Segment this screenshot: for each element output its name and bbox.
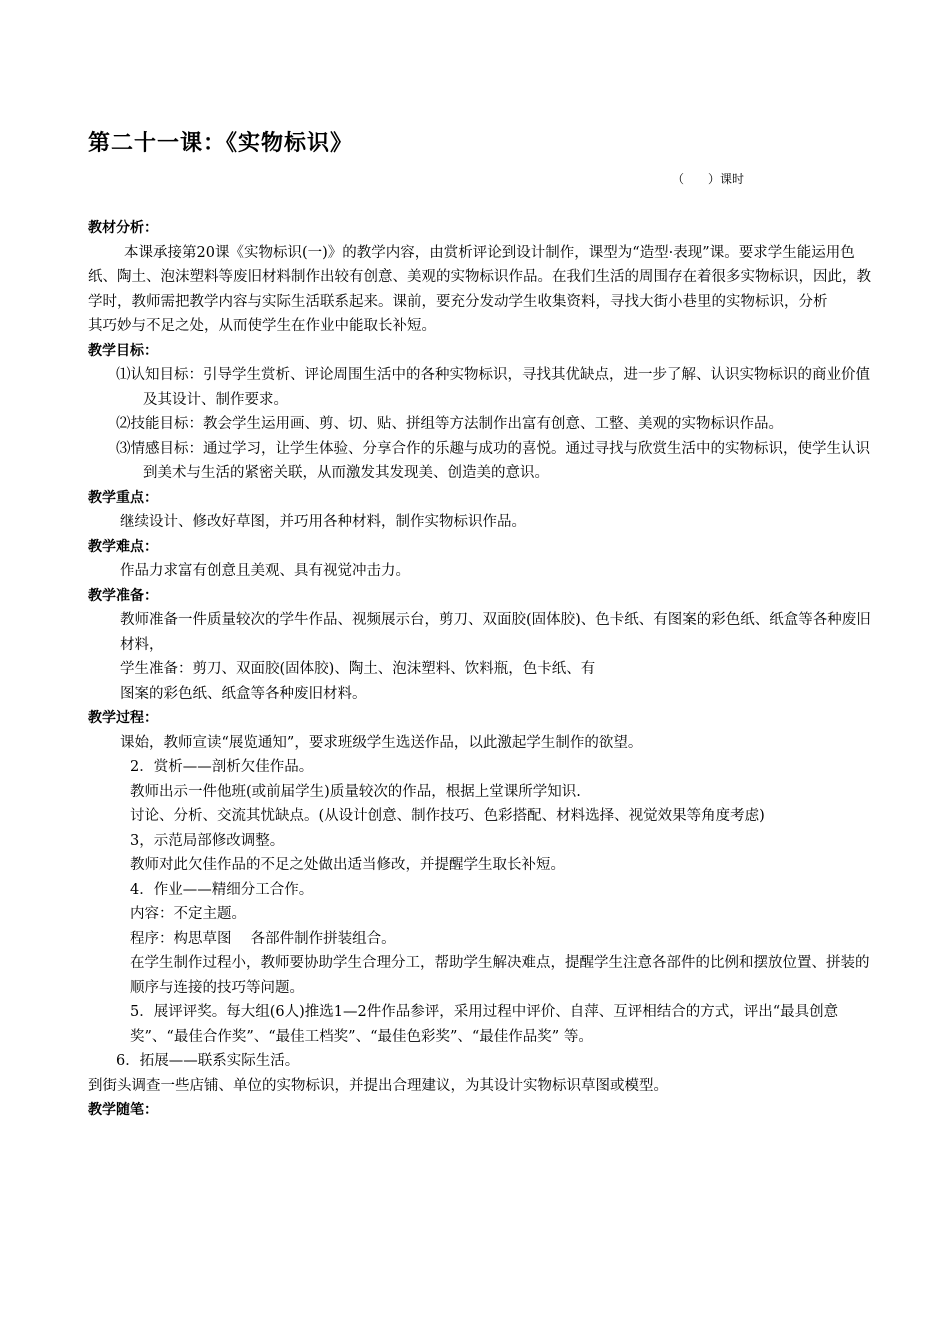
teacher-preparation: 教师准备一件质量较次的学牛作品、视频展示台，剪刀、双面胶(固体胶)、色卡纸、有图案的彩色纸、纸盒等各种废旧材料， xyxy=(120,612,871,653)
process-line: 教师对此欠佳作品的不足之处做出适当修改，并提醒学生取长补短。 xyxy=(130,857,565,873)
lesson-body xyxy=(88,216,878,1123)
process-line: 程序：构思草图 各部件制作拼装组合。 xyxy=(130,930,396,947)
process-line: 6．拓展——联系实际生活。 xyxy=(116,1053,300,1069)
process-line: 在学生制作过程小，教师要协助学生合理分工，帮助学生解决难点，提醒学生注意各部件的比例和摆放位置、拼装的顺序与连接的技巧等问题。 xyxy=(130,955,870,996)
key-points-text: 继续设计、修改好草图，并巧用各种材料，制作实物标识作品。 xyxy=(120,514,526,530)
process-line: 到街头调查一些店铺、单位的实物标识，并提出合理建议，为其设计实物标识草图或模型。 xyxy=(88,1077,668,1094)
difficulty-text: 作品力求富有创意且美观、具有视觉冲击力。 xyxy=(120,563,410,579)
goal-emotion: ⑶情感目标：通过学习，让学生体验、分享合作的乐趣与成功的喜悦。通过寻找与欣赏生活中的实物标识，使学生认识到美术与生活的紧密关联，从而激发其发现美、创造美的意识。 xyxy=(116,440,870,481)
goal-skill: ⑵技能目标：教会学生运用画、剪、切、贴、拼组等方法制作出富有创意、工整、美观的实物标识作品。 xyxy=(116,416,783,432)
goal-cognitive: ⑴认知目标：引导学生赏析、评论周围生活中的各种实物标识，寻找其优缺点，进一步了解、认识实物标识的商业价值及其设计、制作要求。 xyxy=(116,367,870,408)
analysis-paragraph-cont: 其巧妙与不足之处，从而使学生在作业中能取长补短。 xyxy=(88,318,436,334)
process-line: 3，示范局部修改调整。 xyxy=(130,832,285,849)
key-points-heading: 教学重点： xyxy=(88,489,158,506)
preparation-heading: 教学准备： xyxy=(88,587,158,604)
process-line: 2．赏析——剖析欠佳作品。 xyxy=(130,759,314,775)
lesson-title: 第二十一课：《实物标识》 xyxy=(88,131,354,156)
analysis-heading: 教材分析： xyxy=(88,220,158,236)
goals-heading: 教学目标： xyxy=(88,342,158,359)
process-line: 讨论、分析、交流其忧缺点。(从设计创意、制作技巧、色彩搭配、材料选择、视觉效果等角度考虑) xyxy=(130,808,765,824)
process-line: 5．展评评奖。每大组(6人)推选1—2件作品参评，采用过程中评价、自萍、互评相结合的方式，评出“最具创意奖”、“最佳合作奖”、“最佳工档奖”、“最佳色彩奖”、“最佳作品奖” 等。 xyxy=(130,1004,839,1045)
notes-heading: 教学随笔： xyxy=(88,1102,158,1118)
process-line: 4．作业——精细分工合作。 xyxy=(130,881,314,898)
student-preparation-cont: 图案的彩色纸、纸盒等各种废旧材料。 xyxy=(120,685,367,702)
class-period: （ ）课时 xyxy=(672,172,745,186)
analysis-paragraph: 本课承接第20课《实物标识(一)》的教学内容，由赏析评论到设计制作，课型为“造型·表现”课。要求学生能运用色纸、陶土、泡沫塑料等废旧材料制作出较有创意、美观的实物标识作品。在我们生活的周围存在着很多实物标识，因此，教学时，教师需把教学内容与实际生活联系起来。课前，要充分发动学生收集资料，寻找大街小巷里的实物标识，分析 xyxy=(88,244,871,310)
process-heading: 教学过程： xyxy=(88,710,158,726)
difficulty-heading: 教学难点： xyxy=(88,538,158,555)
process-line: 教师出示一件他班(或前届学生)质量较次的作品，根据上堂课所学知识. xyxy=(130,783,581,800)
process-line: 内容：不定主题。 xyxy=(130,906,246,922)
process-line: 课始，教师宣读“展览通知”，要求班级学生选送作品，以此激起学生制作的欲望。 xyxy=(120,734,643,751)
student-preparation: 学生准备：剪刀、双面胶(固体胶)、陶土、泡沫塑料、饮料瓶，色卡纸、有 xyxy=(120,661,596,677)
